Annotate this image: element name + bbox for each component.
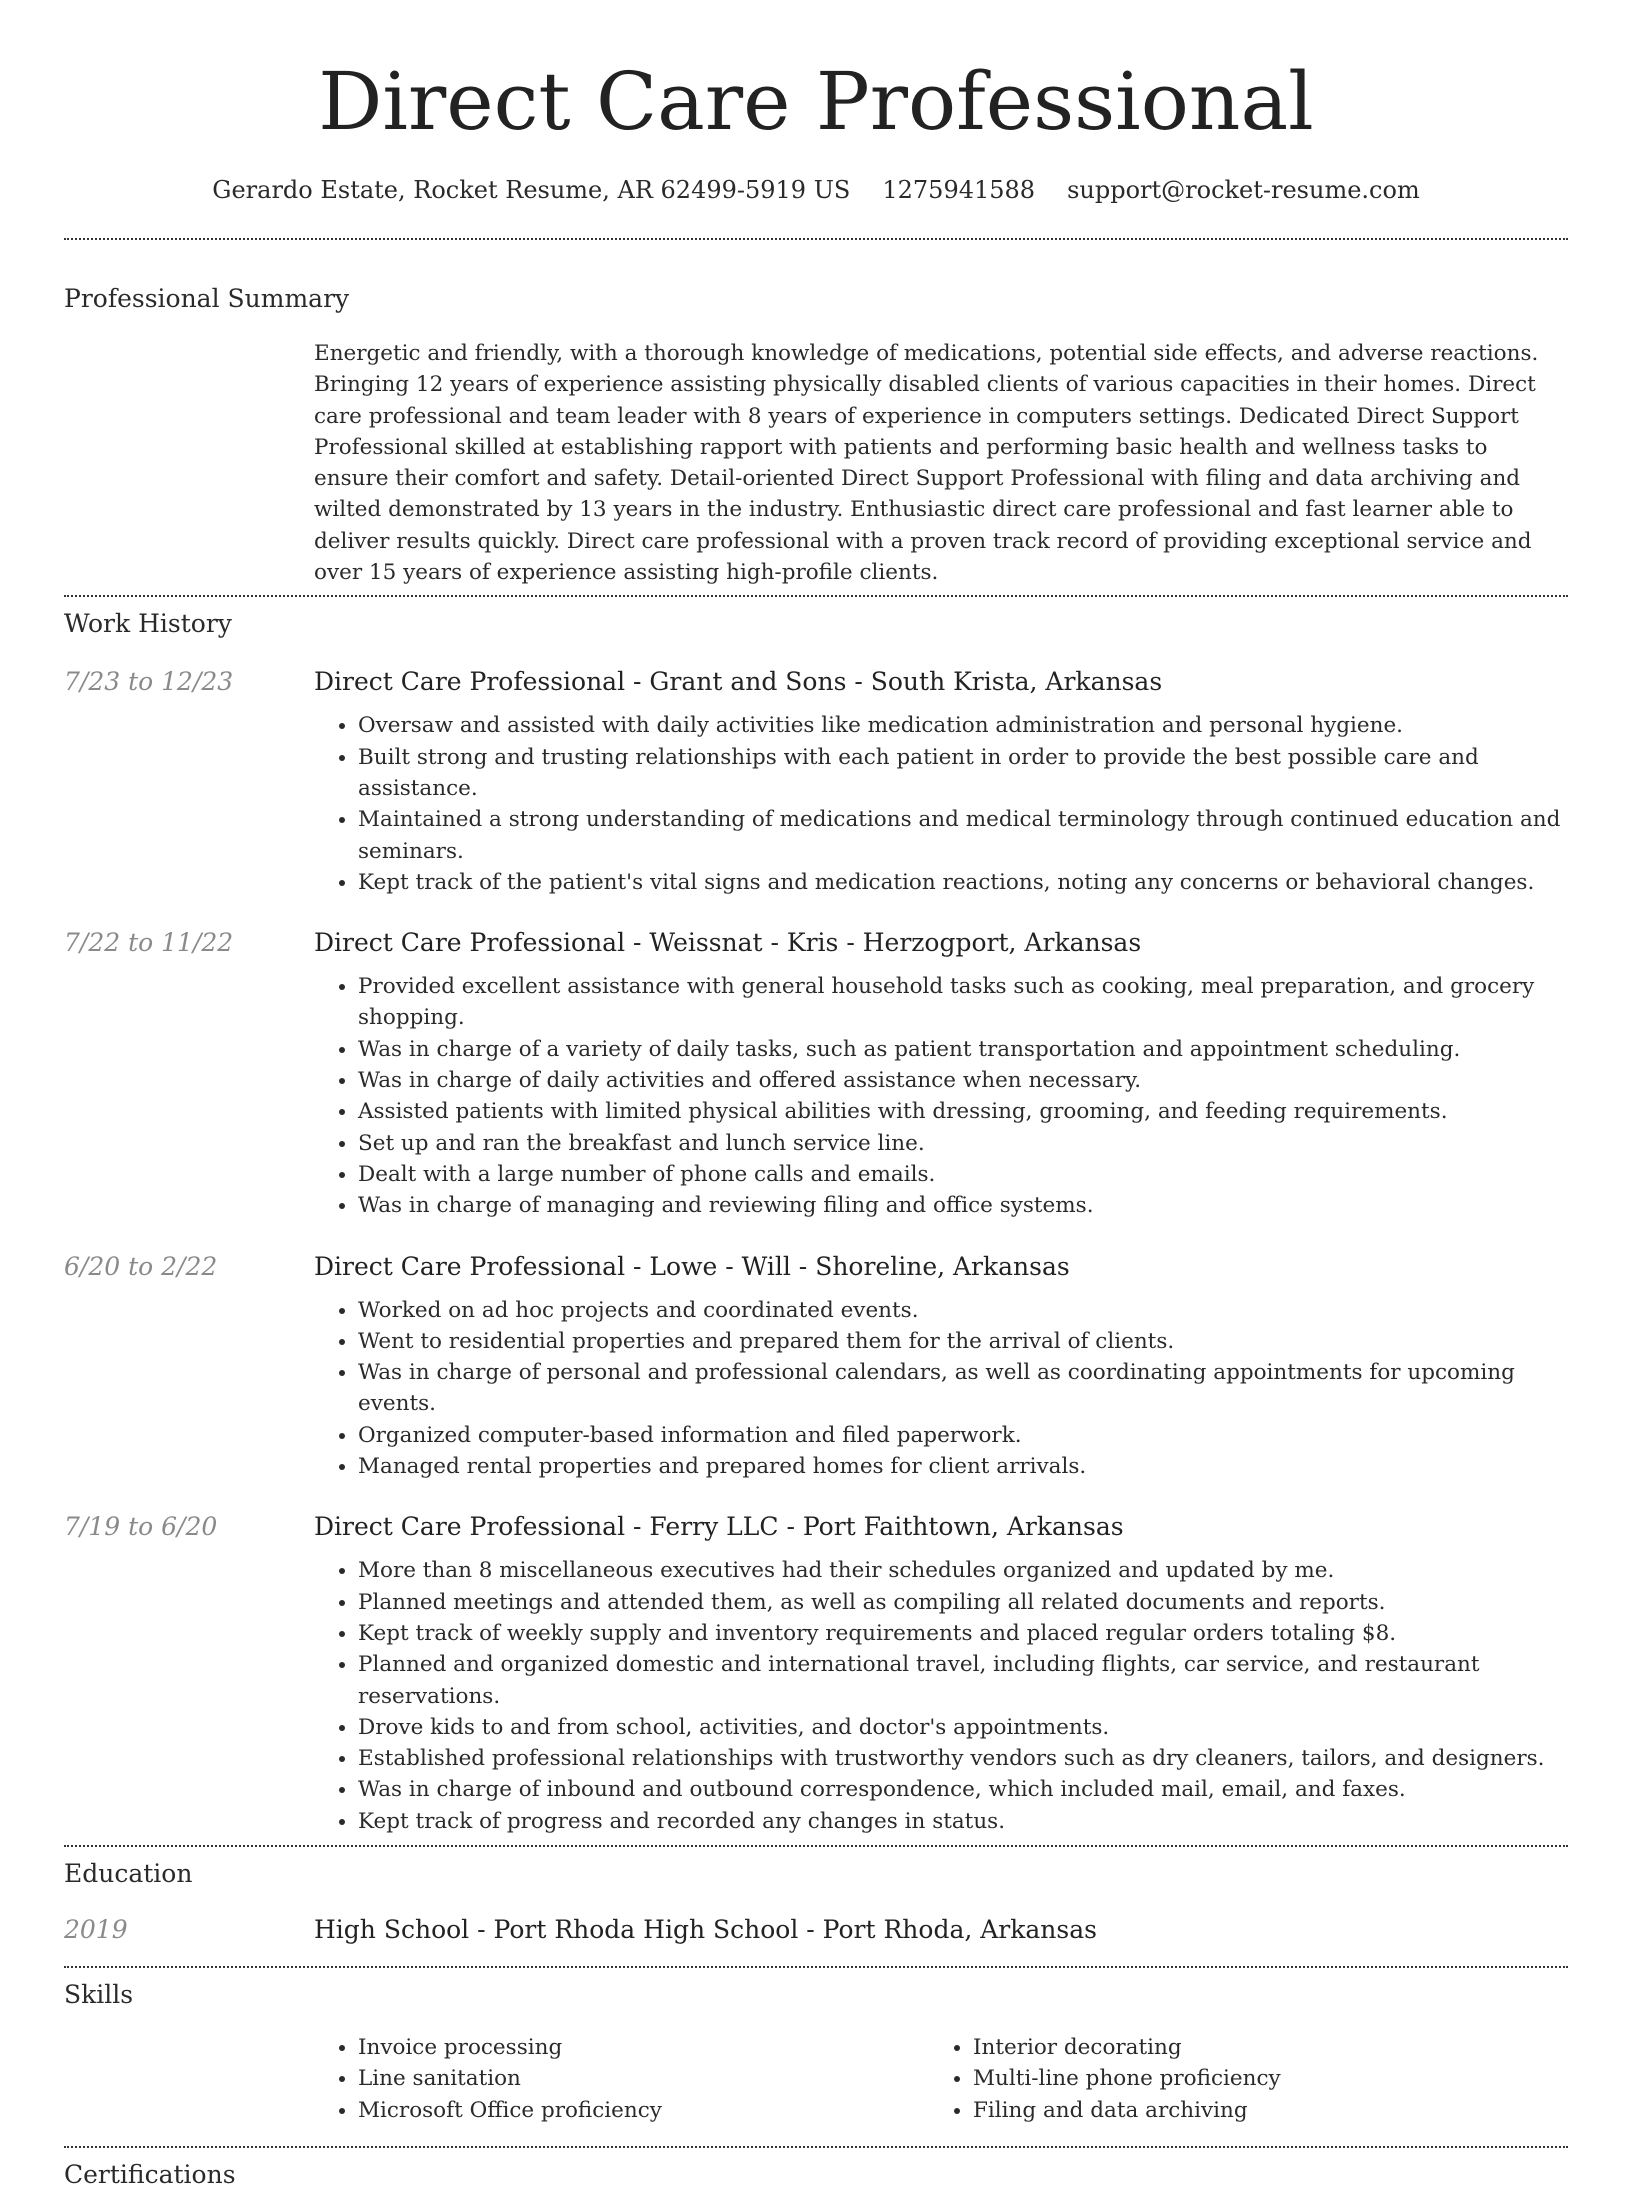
list-item: • Built strong and trusting relationships with each patient in order to provide the best possible care and assistance. bbox=[358, 742, 1592, 805]
summary-heading: Professional Summary bbox=[64, 284, 350, 313]
section-divider bbox=[64, 1966, 1568, 1968]
summary-text: Energetic and friendly, with a thorough knowledge of medications, potential side effects, and adverse reactions. Bringing 12 years of experience assisting physically disabled clients of various capacities in their homes. Direct care professional and team leader with 8 years of experience in computers settings. Dedicated Direct Support Professional skilled at establishing rapport with patients and performing basic health and wellness tasks to ensure their comfort and safety. Detail-oriented Direct Support Professional with filing and data archiving and wilted demonstrated by 13 years in the industry. Enthusiastic direct care professional and fast learner able to deliver results quickly. Direct care professional with a proven track record of providing exceptional service and over 15 years of experience assisting high-profile clients. bbox=[314, 341, 1539, 586]
education-date: 2019 bbox=[64, 1914, 128, 1944]
list-item: • Was in charge of a variety of daily tasks, such as patient transportation and appointment scheduling. bbox=[358, 1034, 1592, 1065]
job-dates: 6/20 to 2/22 bbox=[64, 1251, 218, 1281]
section-divider bbox=[64, 1845, 1568, 1847]
job-dates: 7/19 to 6/20 bbox=[64, 1512, 218, 1542]
list-item: • Worked on ad hoc projects and coordinated events. bbox=[358, 1295, 1592, 1326]
job-header bbox=[64, 1252, 1568, 1281]
list-item: • Kept track of progress and recorded any changes in status. bbox=[358, 1806, 1592, 1837]
job-dates: 7/23 to 12/23 bbox=[64, 667, 234, 697]
list-item: • Established professional relationships with trustworthy vendors such as dry cleaners, tailors, and designers. bbox=[358, 1743, 1592, 1774]
job-entry bbox=[0, 667, 1632, 898]
skills-heading: Skills bbox=[64, 1979, 134, 2009]
list-item: • Was in charge of daily activities and offered assistance when necessary. bbox=[358, 1065, 1592, 1096]
education-entry bbox=[64, 1915, 1568, 1944]
list-item: • Planned and organized domestic and international travel, including flights, car service, and restaurant reservations. bbox=[358, 1649, 1592, 1712]
section-divider bbox=[64, 2146, 1568, 2148]
job-header bbox=[64, 667, 1568, 696]
list-item: • Dealt with a large number of phone calls and emails. bbox=[358, 1159, 1592, 1190]
skill-item: • Invoice processing bbox=[358, 2032, 929, 2063]
list-item: • Kept track of weekly supply and inventory requirements and placed regular orders totaling $8. bbox=[358, 1618, 1592, 1649]
list-item: • Provided excellent assistance with general household tasks such as cooking, meal preparation, and grocery shopping. bbox=[358, 971, 1592, 1034]
skill-item: • Filing and data archiving bbox=[973, 2095, 1544, 2126]
certifications-heading: Certifications bbox=[64, 2159, 236, 2189]
list-item: • Assisted patients with limited physical abilities with dressing, grooming, and feeding requirements. bbox=[358, 1096, 1592, 1127]
list-item: • Maintained a strong understanding of medications and medical terminology through continued education and seminars. bbox=[358, 804, 1592, 867]
work-history-heading: Work History bbox=[64, 609, 232, 639]
job-bullets bbox=[314, 1555, 1592, 1837]
section-divider bbox=[64, 595, 1568, 597]
skill-item: • Line sanitation bbox=[358, 2063, 929, 2094]
list-item: • Was in charge of managing and reviewing filing and office systems. bbox=[358, 1190, 1592, 1221]
list-item: • Kept track of the patient's vital signs and medication reactions, noting any concerns or behavioral changes. bbox=[358, 867, 1592, 898]
job-title: Direct Care Professional - Lowe - Will - Shoreline, Arkansas bbox=[314, 1251, 1070, 1281]
skill-item: • Interior decorating bbox=[973, 2032, 1544, 2063]
job-entry bbox=[0, 1512, 1632, 1837]
job-title: Direct Care Professional - Weissnat - Kris - Herzogport, Arkansas bbox=[314, 928, 1142, 958]
job-title: Direct Care Professional - Grant and Sons - South Krista, Arkansas bbox=[314, 667, 1163, 697]
list-item: • Drove kids to and from school, activities, and doctor's appointments. bbox=[358, 1712, 1592, 1743]
list-item: • Managed rental properties and prepared homes for client arrivals. bbox=[358, 1451, 1592, 1482]
education-heading: Education bbox=[64, 1858, 193, 1888]
list-item: • Was in charge of personal and professional calendars, as well as coordinating appointments for upcoming events. bbox=[358, 1357, 1592, 1420]
skill-item: • Microsoft Office proficiency bbox=[358, 2095, 929, 2126]
job-title: Direct Care Professional - Ferry LLC - Port Faithtown, Arkansas bbox=[314, 1512, 1124, 1542]
job-header bbox=[64, 1512, 1568, 1541]
skill-item: • Multi-line phone proficiency bbox=[973, 2063, 1544, 2094]
list-item: • Set up and ran the breakfast and lunch service line. bbox=[358, 1128, 1592, 1159]
list-item: • Went to residential properties and prepared them for the arrival of clients. bbox=[358, 1326, 1592, 1357]
education-title: High School - Port Rhoda High School - Port Rhoda, Arkansas bbox=[314, 1914, 1097, 1944]
job-header bbox=[64, 928, 1568, 957]
job-bullets bbox=[314, 1295, 1592, 1483]
contact-line bbox=[0, 176, 1632, 204]
contact-phone: 1275941588 bbox=[882, 176, 1036, 204]
job-dates: 7/22 to 11/22 bbox=[64, 928, 234, 958]
contact-address: Gerardo Estate, Rocket Resume, AR 62499-5919 US bbox=[212, 176, 851, 204]
job-bullets bbox=[314, 710, 1592, 898]
contact-email: support@rocket-resume.com bbox=[1067, 176, 1420, 204]
job-bullets bbox=[314, 971, 1592, 1221]
list-item: • More than 8 miscellaneous executives had their schedules organized and updated by me. bbox=[358, 1555, 1592, 1586]
section-divider bbox=[64, 238, 1568, 240]
list-item: • Organized computer-based information and filed paperwork. bbox=[358, 1420, 1592, 1451]
list-item: • Was in charge of inbound and outbound correspondence, which included mail, email, and faxes. bbox=[358, 1774, 1592, 1805]
job-entry bbox=[0, 1252, 1632, 1483]
list-item: • Planned meetings and attended them, as well as compiling all related documents and reports. bbox=[358, 1587, 1592, 1618]
job-entry bbox=[0, 928, 1632, 1221]
resume-name: Direct Care Professional bbox=[318, 55, 1314, 148]
list-item: • Oversaw and assisted with daily activities like medication administration and personal hygiene. bbox=[358, 710, 1592, 741]
